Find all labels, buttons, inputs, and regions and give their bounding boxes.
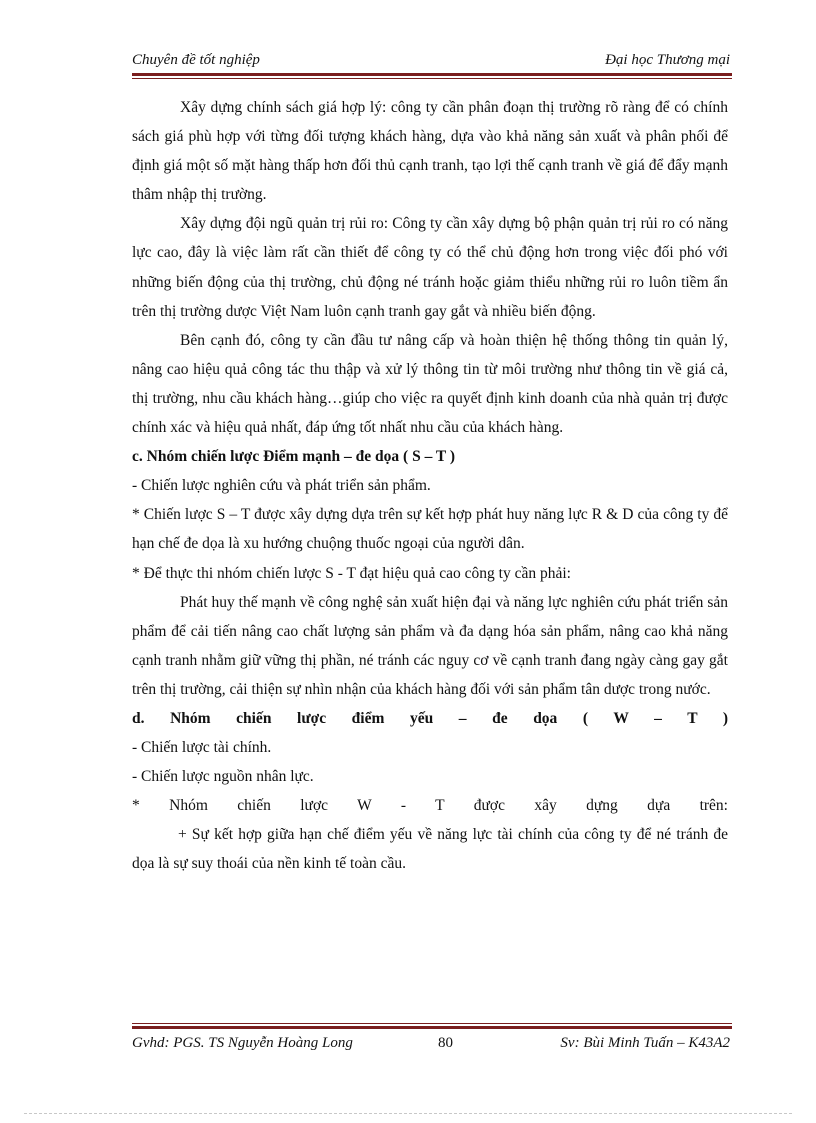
section-heading-s-t: c. Nhóm chiến lược Điểm mạnh – đe dọa ( S – T ) xyxy=(132,448,456,466)
page-body xyxy=(132,93,728,879)
header-rule-thin xyxy=(132,78,732,79)
page-number: 80 xyxy=(438,1035,453,1051)
footer-advisor: Gvhd: PGS. TS Nguyễn Hoàng Long xyxy=(132,1035,353,1051)
paragraph-information-system: Bên cạnh đó, công ty cần đầu tư nâng cấp và hoàn thiện hệ thống thông tin quản lý, nâng cao hiệu quả công tác thu thập và xử lý thông tin từ môi trường như thông tin về giá cả, thị trường, nhu cầu khách hàng…giúp cho việc ra quyết định kinh doanh của nhà quản trị được chính xác và hiệu quả nhất, đáp ứng tốt nhất nhu cầu của khách hàng. xyxy=(132,331,728,437)
footer-rule-thin xyxy=(132,1023,732,1024)
list-item-hr-strategy: - Chiến lược nguồn nhân lực. xyxy=(132,768,314,786)
footer-student: Sv: Bùi Minh Tuấn – K43A2 xyxy=(560,1035,730,1051)
header-right-text: Đại học Thương mại xyxy=(605,52,730,68)
header-left-text: Chuyên đề tốt nghiệp xyxy=(132,52,260,68)
paragraph-technology-strength: Phát huy thế mạnh về công nghệ sản xuất hiện đại và năng lực nghiên cứu phát triển sản phẩm để cải tiến nâng cao chất lượng sản phẩm và đa dạng hóa sản phẩm, nâng cao khả năng cạnh tranh nhằm giữ vững thị phần, né tránh các nguy cơ về cạnh tranh đang ngày càng gay gắt trên thị trường, cải thiện sự nhìn nhận của khách hàng đối với sản phẩm tân dược trong nước. xyxy=(132,593,728,698)
section-heading-w-t: d. Nhóm chiến lược điểm yếu – đe dọa ( W – T ) xyxy=(132,709,728,727)
paragraph-s-t-basis: * Chiến lược S – T được xây dựng dựa trên sự kết hợp phát huy năng lực R & D của công ty để hạn chế đe dọa là xu hướng chuộng thuốc ngoại của người dân. xyxy=(132,506,728,553)
paragraph-s-t-execution: * Để thực thi nhóm chiến lược S - T đạt hiệu quả cao công ty cần phải: xyxy=(132,564,571,582)
paragraph-w-t-combination: + Sự kết hợp giữa hạn chế điểm yếu về năng lực tài chính của công ty để né tránh đe dọa là sự suy thoái của nền kinh tế toàn cầu. xyxy=(132,826,728,873)
page-footer xyxy=(132,1035,730,1057)
header-rule-thick xyxy=(132,73,732,76)
list-item-rd-strategy: - Chiến lược nghiên cứu và phát triển sản phẩm. xyxy=(132,477,431,495)
list-item-finance-strategy: - Chiến lược tài chính. xyxy=(132,739,272,757)
paragraph-pricing-policy: Xây dựng chính sách giá hợp lý: công ty cần phân đoạn thị trường rõ ràng để có chính sách giá phù hợp với từng đối tượng khách hàng, dựa vào khả năng sản xuất và phân phối để định giá một số mặt hàng thấp hơn đối thủ cạnh tranh, tạo lợi thế cạnh tranh về giá để đẩy mạnh thâm nhập thị trường. xyxy=(132,99,728,204)
paragraph-w-t-basis: * Nhóm chiến lược W - T được xây dựng dựa trên: xyxy=(132,797,728,815)
footer-rule-thick xyxy=(132,1026,732,1029)
page-header xyxy=(132,52,730,74)
paragraph-risk-management: Xây dựng đội ngũ quản trị rủi ro: Công ty cần xây dựng bộ phận quản trị rủi ro có năng lực cao, đây là việc làm rất cần thiết để công ty có thể chủ động hơn trong việc đối phó với những biến động của thị trường, chủ động né tránh hoặc giảm thiểu những rủi ro luôn tiềm ẩn trên thị trường dược Việt Nam luôn cạnh tranh gay gắt và nhiều biến động. xyxy=(132,215,728,320)
page-bottom-dashed-line xyxy=(24,1113,792,1114)
